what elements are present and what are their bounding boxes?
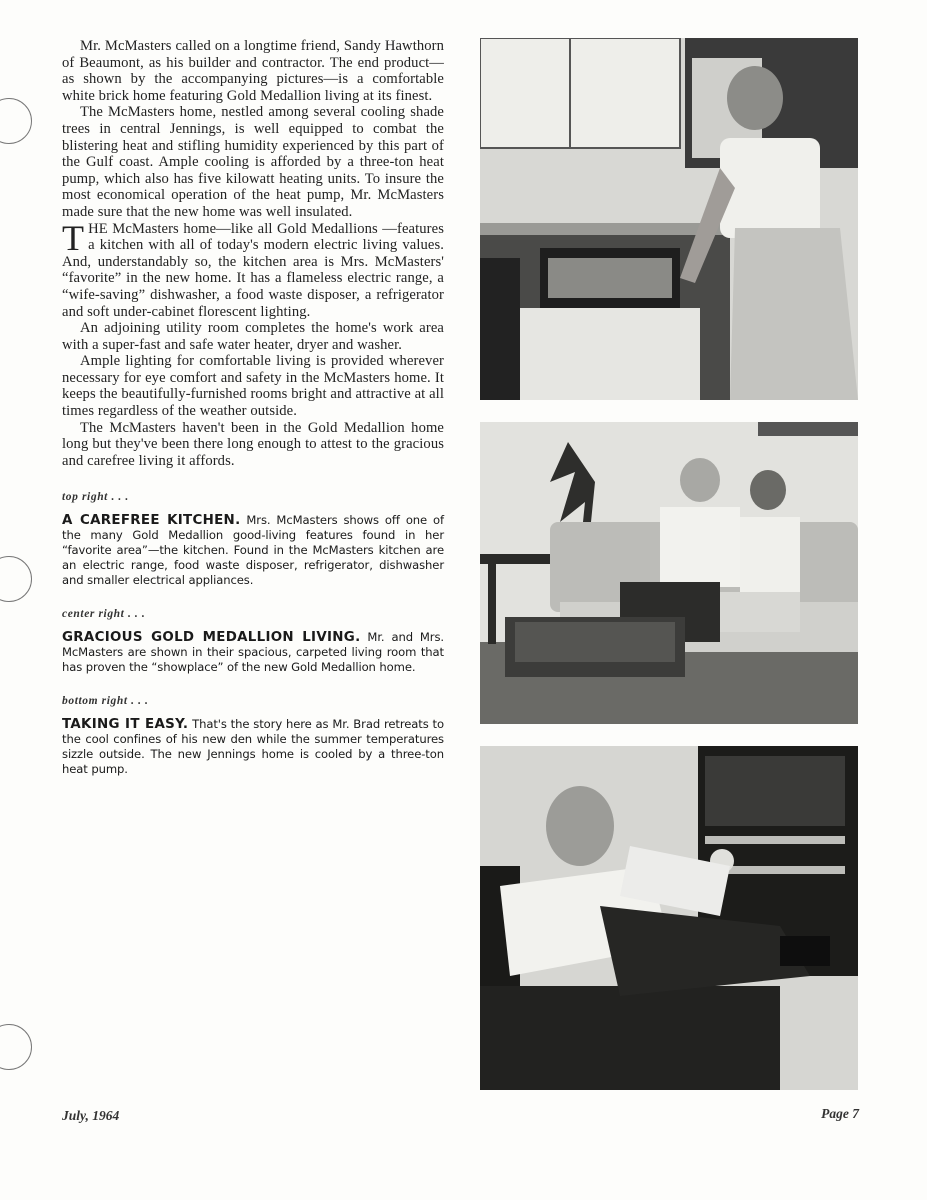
caption-heading: GRACIOUS GOLD MEDALLION LIVING.: [62, 630, 361, 646]
caption-body: Mrs. McMasters shows off one of the many Gold Medallion good-living features found in her “favorite area”—the kitchen. Found in the McMasters kitchen are an electric range, food waste disposer, refrigerator, dishwasher and smaller electrical appliances.: [62, 513, 444, 588]
caption-bottom-right: [62, 695, 444, 777]
kitchen-photo: [480, 38, 858, 400]
article-paragraph: An adjoining utility room completes the home's work area with a super-fast and safe water heater, dryer and washer.: [62, 320, 444, 353]
page-number: Page 7: [821, 1106, 859, 1121]
caption-body: That's the story here as Mr. Brad retreats to the cool confines of his new den while the summer temperatures sizzle outside. The new Jennings home is cooled by a three-ton heat pump.: [62, 717, 444, 777]
caption-heading: A CAREFREE KITCHEN.: [62, 513, 241, 529]
drop-cap: T: [62, 217, 85, 258]
den-photo: [480, 746, 858, 1090]
caption-label: bottom right . . .: [62, 695, 149, 708]
punch-hole: [0, 1024, 32, 1070]
caption-center-right: [62, 608, 444, 675]
article-column: [62, 38, 444, 777]
den-photo-image: [480, 746, 858, 1090]
caption-heading: TAKING IT EASY.: [62, 717, 189, 733]
article-paragraph: Mr. McMasters called on a longtime friend, Sandy Hawthorn of Beaumont, as his builder and contractor. The end product—as shown by the accompanying pictures—is a comfortable white brick home featuring Gold Medallion living at its finest.: [62, 38, 444, 104]
punch-hole: [0, 98, 32, 144]
caption-body: Mr. and Mrs. McMasters are shown in their spacious, carpeted living room that has proven the “showplace” of the new Gold Medallion home.: [62, 630, 444, 675]
article-paragraph: Ample lighting for comfortable living is provided wherever necessary for eye comfort and safety in the McMasters home. It keeps the beautifully-furnished rooms bright and attractive at all times regardless of the weather outside.: [62, 353, 444, 420]
caption-text: [62, 630, 444, 675]
caption-text: [62, 717, 444, 777]
issue-date: July, 1964: [62, 1108, 120, 1123]
article-paragraph: The McMasters haven't been in the Gold Medallion home long but they've been there long enough to attest to the gracious and carefree living it affords.: [62, 419, 444, 469]
caption-label: center right . . .: [62, 608, 146, 621]
caption-label: top right . . .: [62, 491, 129, 504]
living-room-photo-image: [480, 422, 858, 724]
caption-text: [62, 513, 444, 588]
dropcap-paragraph-text: HE McMasters home—like all Gold Medallions —features a kitchen with all of today's modern electric living values. And, understandably so, the kitchen area is Mrs. McMasters' “favorite” in the new home. It has a flameless electric range, a “wife-saving” dishwasher, a food waste disposer, a refrigerator and soft under-cabinet florescent lighting.: [62, 220, 444, 320]
punch-hole: [0, 556, 32, 602]
living-room-photo: [480, 422, 858, 724]
article-paragraph-dropcap: [62, 217, 444, 321]
article-paragraph: The McMasters home, nestled among several cooling shade trees in central Jennings, is well equipped to combat the blistering heat and stifling humidity experienced by this part of the Gulf coast. Ample cooling is afforded by a three-ton heat pump, which also has five kilowatt heating units. To insure the most economical operation of the heat pump, Mr. McMasters made sure that the new home was well insulated.: [62, 104, 444, 220]
kitchen-photo-image: [480, 38, 858, 400]
caption-top-right: [62, 491, 444, 588]
